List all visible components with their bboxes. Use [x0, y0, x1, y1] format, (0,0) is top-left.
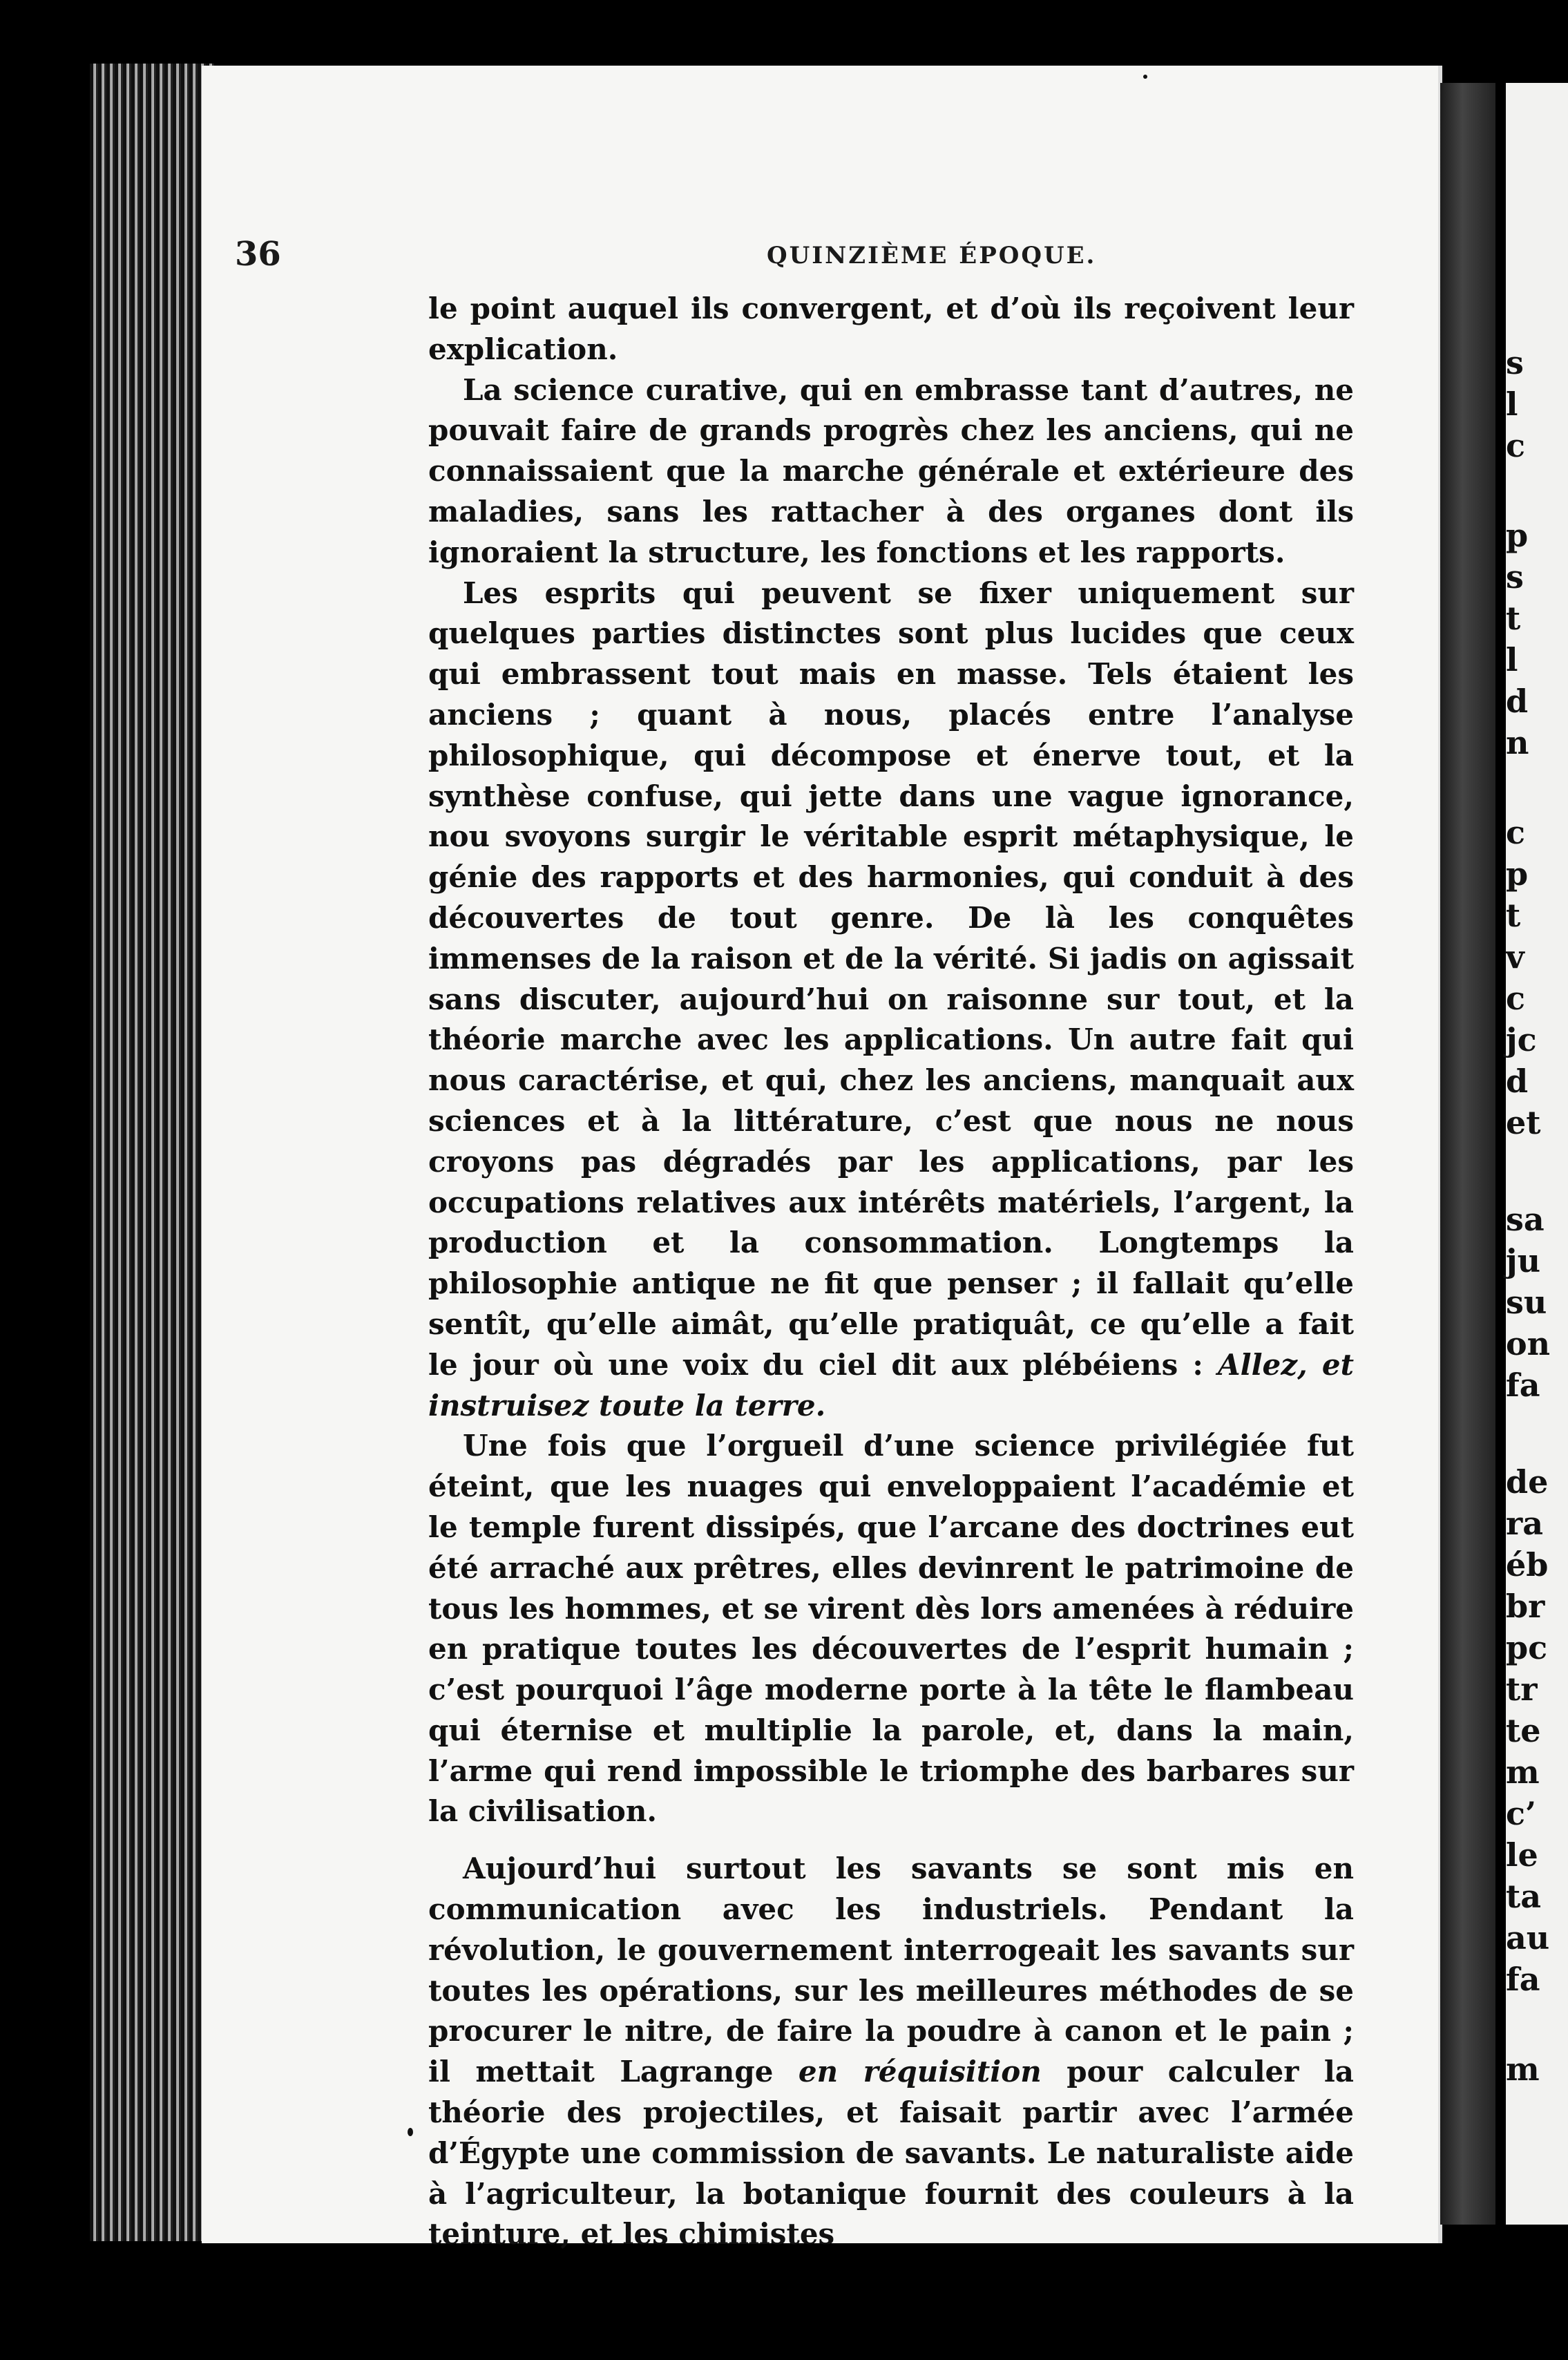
facing-page-fragment: on [1506, 1325, 1551, 1362]
facing-page-fragment: ta [1506, 1878, 1542, 1915]
paragraph-continuation: le point auquel ils convergent, et d’où ils reçoivent leur explication. [428, 292, 1354, 366]
paragraph [428, 1849, 1354, 2255]
page-header [235, 235, 1354, 276]
ink-speck [408, 2128, 413, 2136]
facing-page-fragment: te [1506, 1712, 1541, 1749]
facing-page-fragment: br [1506, 1588, 1545, 1625]
paragraph [428, 573, 1354, 1427]
facing-page-fragment: c [1506, 814, 1526, 851]
facing-page-fragment: l [1506, 641, 1518, 678]
facing-page-fragment: m [1506, 2050, 1540, 2088]
paragraph-text: Les esprits qui peuvent se fixer uniquement sur quelques parties distinctes sont plus lucides que ceux qui embrassent tout mais en masse. Tels étaient les anciens ; quant à nous, placés entre l’analyse philosophique, qui décompose et énerve tout, et la synthèse confuse, qui jette dans une vague ignorance, nou svoyons surgir le véritable esprit métaphysique, le génie des rapports et des harmonies, qui conduit à des découvertes de tout genre. De là les conquêtes immenses de la raison et de la vérité. Si jadis on agissait sans discuter, aujourd’hui on raisonne sur tout, et la théorie marche avec les applications. Un autre fait qui nous caractérise, et qui, chez les anciens, manquait aux sciences et à la littérature, c’est que nous ne nous croyons pas dégradés par les applications, par les occupations relatives aux intérêts matériels, l’argent, la production et la consommation. Longtemps la philosophie antique ne fit que penser ; il fallait qu’elle sentît, qu’elle aimât, qu’elle pratiquât, ce qu’elle a fait le jour où une voix du ciel dit aux plébéiens : [428, 575, 1354, 1382]
facing-page-fragment: p [1506, 855, 1529, 893]
facing-page-fragment: t [1506, 897, 1521, 934]
facing-page-fragment: su [1506, 1284, 1547, 1321]
facing-page-fragment: tr [1506, 1671, 1538, 1708]
facing-page-fragment: au [1506, 1919, 1550, 1957]
ink-speck [1143, 75, 1147, 79]
paragraph-text: Aujourd’hui surtout les savants se sont mis en communication avec les industriels. Pendant la révolution, le gouvernement interrogeait les savants sur toutes les opérations, sur les meilleures méthodes de se procurer le nitre, de faire la poudre à canon et le pain ; il mettait Lagrange [428, 1852, 1354, 2089]
facing-page-fragment: éb [1506, 1546, 1549, 1583]
facing-page-fragment: t [1506, 600, 1521, 637]
facing-page-fragment: le [1506, 1836, 1538, 1874]
binding-gutter [1440, 83, 1495, 2225]
facing-page-fragment: de [1506, 1463, 1549, 1501]
italic-phrase: en réquisition [798, 2055, 1042, 2089]
facing-page-fragment: n [1506, 724, 1529, 761]
facing-page-fragment: c [1506, 427, 1526, 464]
facing-page-fragment: s [1506, 558, 1524, 596]
running-head: QUINZIÈME ÉPOQUE. [767, 242, 1097, 269]
facing-page-fragment: ju [1506, 1242, 1541, 1279]
facing-page-fragment: ra [1506, 1505, 1544, 1542]
facing-page-fragment: et [1506, 1104, 1541, 1141]
facing-page [1506, 83, 1568, 2225]
body-text [428, 289, 1354, 2255]
facing-page-fragment: m [1506, 1753, 1540, 1791]
facing-page-fragment: c’ [1506, 1795, 1537, 1832]
facing-page-fragment: l [1506, 386, 1518, 423]
book-page-edges [90, 64, 214, 2241]
paragraph: Une fois que l’orgueil d’une science privilégiée fut éteint, que les nuages qui enveloppaient l’académie et le temple furent dissipés, que l’arcane des doctrines eut été arraché aux prêtres, elles devinrent le patrimoine de tous les hommes, et se virent dès lors amenées à réduire en pratique toutes les découvertes de l’esprit humain ; c’est pourquoi l’âge moderne porte à la tête le flambeau qui éternise et multiplie la parole, et, dans la main, l’arme qui rend impossible le triomphe des barbares sur la civilisation. [428, 1429, 1354, 1829]
facing-page-fragment: sa [1506, 1201, 1545, 1238]
facing-page-fragment: c [1506, 980, 1526, 1017]
facing-page-fragment: v [1506, 938, 1524, 976]
facing-page-fragment: fa [1506, 1961, 1540, 1998]
page-number: 36 [235, 235, 281, 274]
facing-page-fragment: p [1506, 517, 1529, 554]
facing-page-fragment: d [1506, 1063, 1529, 1100]
facing-page-fragment: s [1506, 344, 1524, 381]
facing-page-fragment: fa [1506, 1367, 1540, 1404]
paragraph-text: pour calculer la théorie des projectiles, et faisait partir avec l’armée d’Égypte une commission de savants. Le naturaliste aide à l’agriculteur, la botanique fournit des couleurs à la teinture, et les chimistes [428, 2055, 1355, 2252]
facing-page-fragment: pc [1506, 1629, 1548, 1666]
paragraph: La science curative, qui en embrasse tant d’autres, ne pouvait faire de grands progrès chez les anciens, qui ne connaissaient que la marche générale et extérieure des maladies, sans les rattacher à des organes dont ils ignoraient la structure, les fonctions et les rapports. [428, 372, 1354, 569]
facing-page-fragment: d [1506, 683, 1529, 720]
facing-page-fragment: jc [1506, 1021, 1537, 1058]
italic-quote: Allez, et instruisez toute la terre. [428, 1347, 1355, 1422]
